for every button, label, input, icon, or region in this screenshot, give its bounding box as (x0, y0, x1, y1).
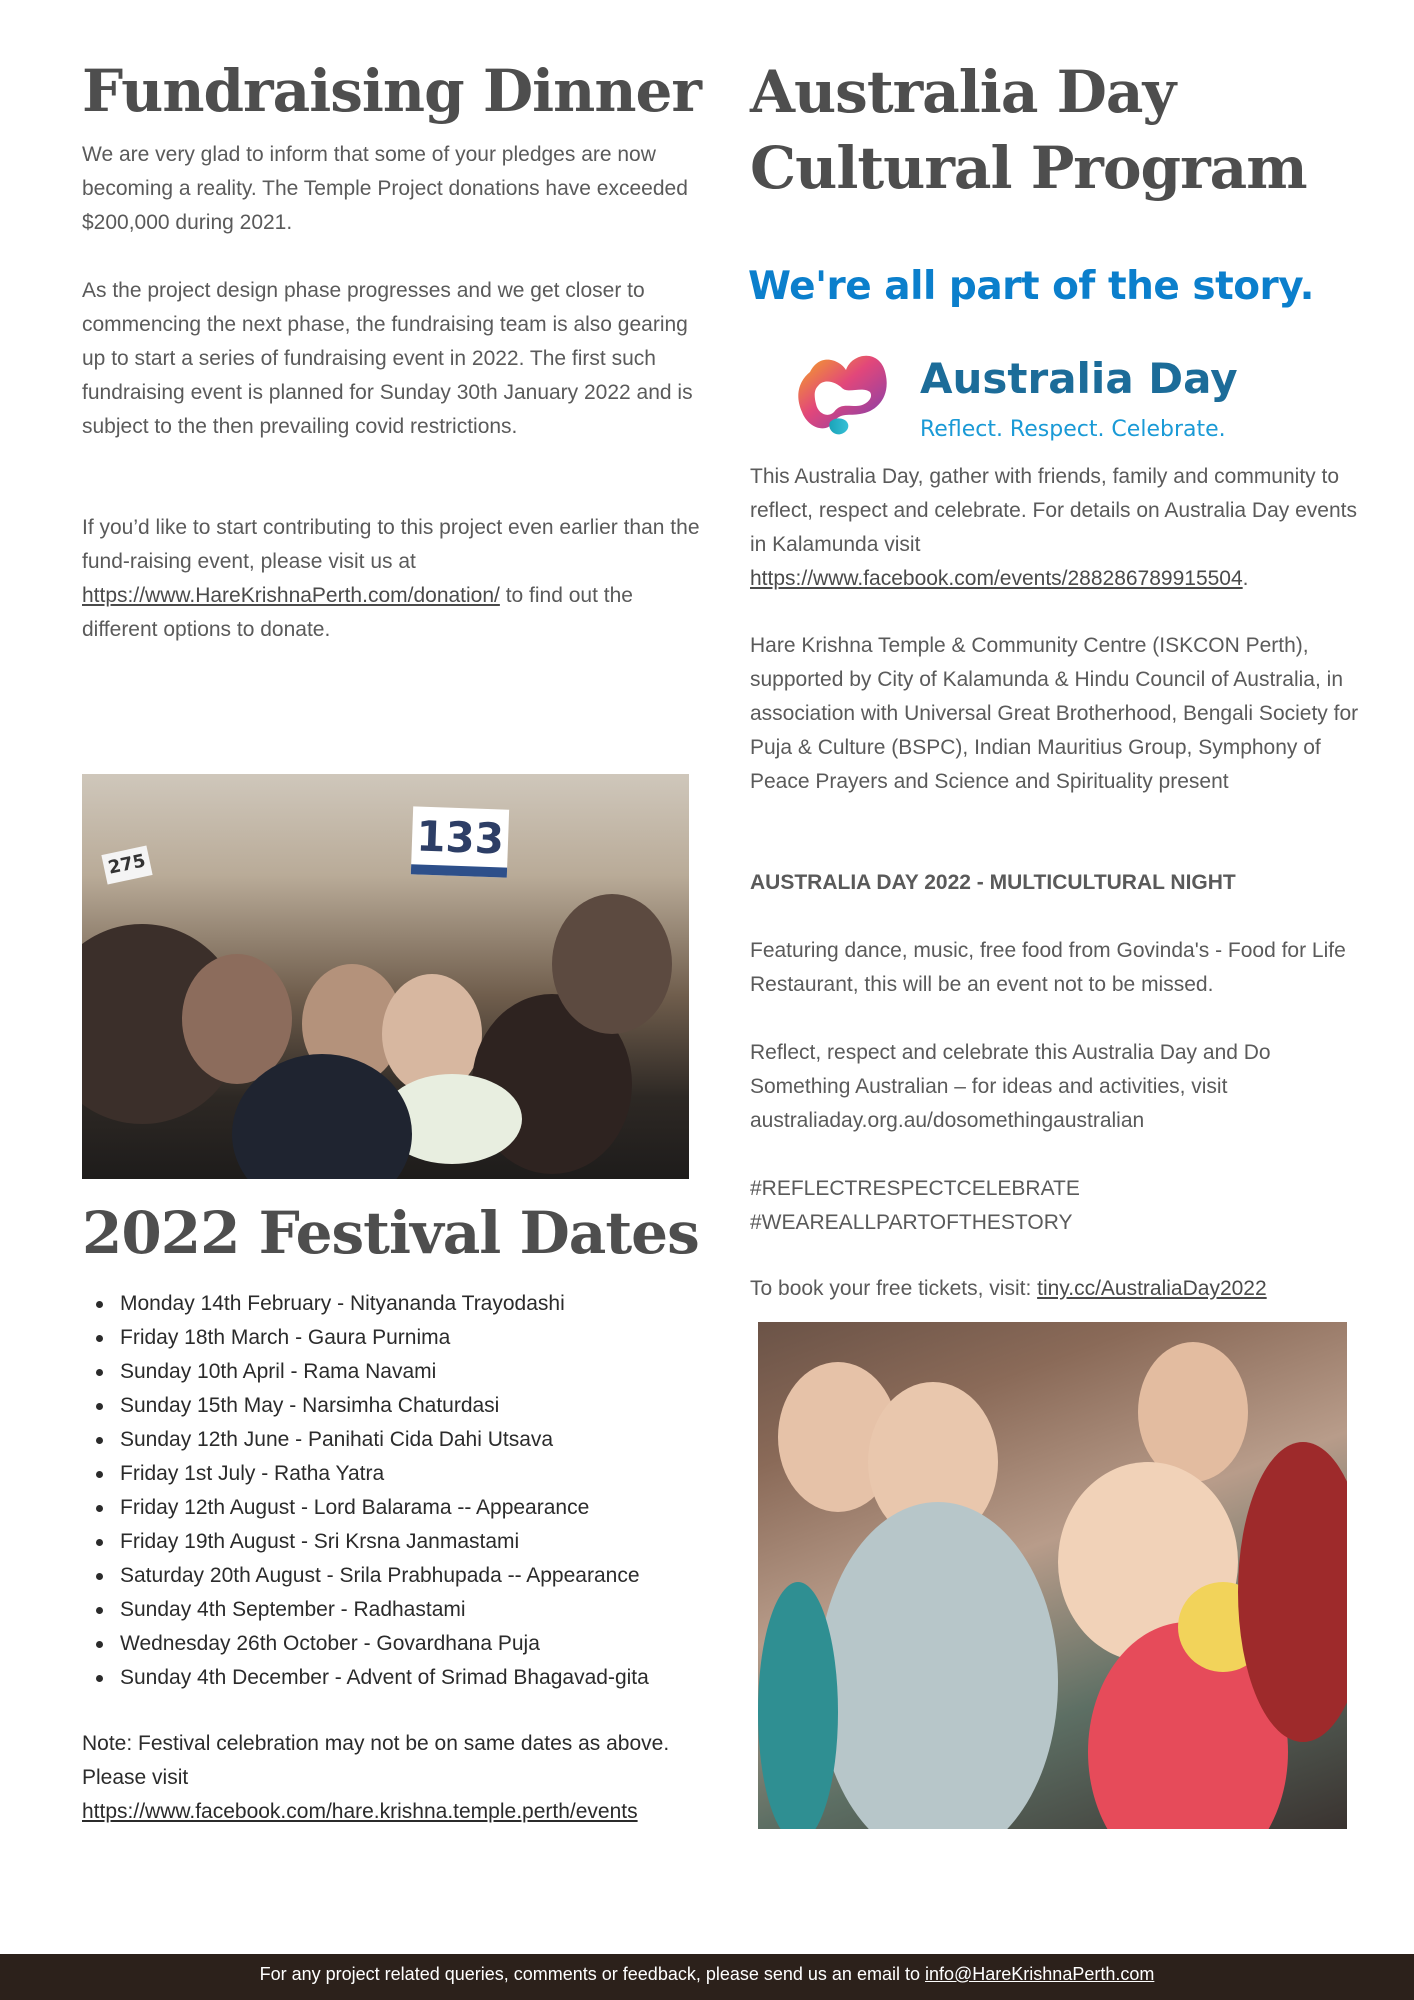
hashtag-1: #REFLECTRESPECTCELEBRATE (750, 1177, 1080, 1200)
hashtag-2: #WEAREALLPARTOFTHESTORY (750, 1211, 1073, 1234)
festival-note (82, 1727, 722, 1829)
list-item: Sunday 4th December - Advent of Srimad Bhagavad-gita (82, 1661, 722, 1695)
australia-day-hashtags (750, 1172, 1370, 1240)
bid-paddle-sign-small: 275 (101, 846, 152, 885)
list-item: Wednesday 26th October - Govardhana Puja (82, 1627, 722, 1661)
australia-day-title: Australia Day Cultural Program (750, 58, 1307, 202)
bid-paddle-sign: 133 (411, 806, 509, 877)
list-item: Sunday 4th September - Radhastami (82, 1593, 722, 1627)
list-item: Sunday 15th May - Narsimha Chaturdasi (82, 1389, 722, 1423)
list-item: Saturday 20th August - Srila Prabhupada -- Appearance (82, 1559, 722, 1593)
list-item: Monday 14th February - Nityananda Trayodashi (82, 1287, 722, 1321)
australia-day-paragraph-4: Featuring dance, music, free food from Govinda's - Food for Life Restaurant, this will be an event not to be missed. (750, 939, 1346, 996)
list-item: Friday 19th August - Sri Krsna Janmastami (82, 1525, 722, 1559)
list-item: Sunday 10th April - Rama Navami (82, 1355, 722, 1389)
footer-email-link[interactable]: info@HareKrishnaPerth.com (924, 1964, 1155, 1984)
fundraising-paragraph-2: As the project design phase progresses and we get closer to commencing the next phase, the fundraising team is also gearing up to start a series of fundraising event in 2022. The first such fundraising event is planned for Sunday 30th January 2022 and is subject to the then prevailing covid restrictions. (82, 279, 693, 438)
australia-day-tagline: We're all part of the story. (748, 264, 1314, 309)
australia-day-paragraph-2: Hare Krishna Temple & Community Centre (ISKCON Perth), supported by City of Kalamunda & Hindu Council of Australia, in association with Universal Great Brotherhood, Bengali Society for Puja & Culture (BSPC), Indian Mauritius Group, Symphony of Peace Prayers and Science and Spirituality present (750, 634, 1359, 793)
fundraising-dinner-photo (82, 774, 689, 1179)
australia-day-logo (790, 340, 1240, 450)
festival-dates-list (82, 1287, 722, 1695)
fundraising-paragraph-1: We are very glad to inform that some of your pledges are now becoming a reality. The Temple Project donations have exceeded $200,000 during 2021. (82, 143, 688, 234)
australia-day-event-heading: AUSTRALIA DAY 2022 - MULTICULTURAL NIGHT (750, 871, 1236, 894)
footer (0, 1954, 1414, 2000)
fundraising-title: Fundraising Dinner (82, 57, 701, 125)
australia-day-logo-tagline: Reflect. Respect. Celebrate. (920, 417, 1226, 442)
australia-day-p1-text-before: This Australia Day, gather with friends, family and community to reflect, respect and celebrate. For details on Australia Day events in Kalamunda visit (750, 465, 1357, 556)
footer-text: For any project related queries, comments or feedback, please send us an email to (259, 1964, 925, 1984)
list-item: Friday 1st July - Ratha Yatra (82, 1457, 722, 1491)
australia-day-paragraph-5: Reflect, respect and celebrate this Australia Day and Do Something Australian – for ideas and activities, visit australiaday.org.au/dosomethingaustralian (750, 1041, 1271, 1132)
facebook-events-link[interactable]: https://www.facebook.com/hare.krishna.temple.perth/events (82, 1800, 638, 1823)
australia-day-p1-text-after: . (1242, 567, 1249, 590)
australia-day-tickets (750, 1272, 1370, 1306)
festival-dates-title: 2022 Festival Dates (82, 1199, 699, 1267)
list-item: Friday 12th August - Lord Balarama -- Appearance (82, 1491, 722, 1525)
fundraising-p3-text-after: to find out the different options to donate. (82, 584, 633, 641)
australia-day-logo-icon (790, 342, 894, 446)
australia-day-paragraph-1 (750, 460, 1370, 596)
donation-link[interactable]: https://www.HareKrishnaPerth.com/donation/ (82, 584, 500, 607)
list-item: Sunday 12th June - Panihati Cida Dahi Utsava (82, 1423, 722, 1457)
australia-day-tickets-text: To book your free tickets, visit: (750, 1277, 1038, 1300)
australia-day-logo-name: Australia Day (920, 354, 1238, 403)
festival-note-text: Note: Festival celebration may not be on same dates as above. Please visit (82, 1732, 670, 1789)
kalamunda-events-link[interactable]: https://www.facebook.com/events/288286789915504 (750, 567, 1243, 590)
fundraising-p3-text-before: If you’d like to start contributing to this project even earlier than the fund-raising event, please visit us at (82, 516, 700, 573)
tickets-link[interactable]: tiny.cc/AustraliaDay2022 (1037, 1277, 1267, 1300)
list-item: Friday 18th March - Gaura Purnima (82, 1321, 722, 1355)
festival-celebration-photo (758, 1322, 1347, 1829)
fundraising-paragraph-3 (82, 511, 702, 647)
